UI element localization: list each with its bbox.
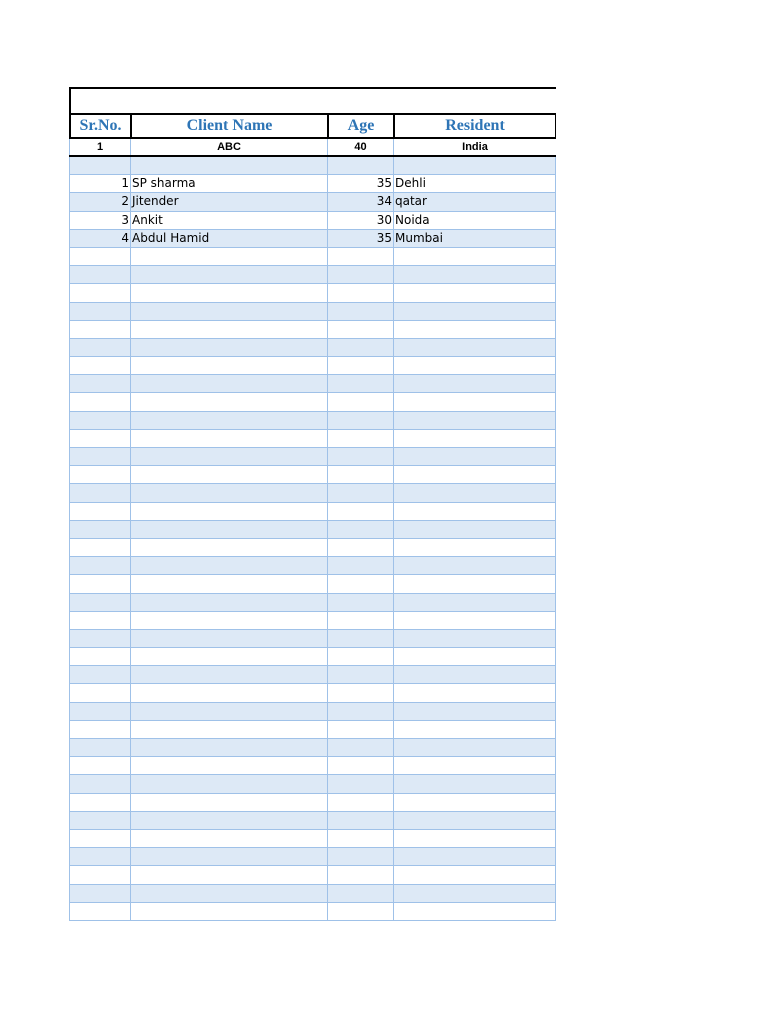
cell-sr-no[interactable] — [69, 412, 130, 430]
table-row — [69, 503, 556, 521]
example-client-name[interactable]: ABC — [130, 139, 327, 155]
cell-client-name[interactable] — [130, 248, 327, 266]
cell-resident[interactable]: Dehli — [393, 175, 556, 193]
example-resident[interactable]: India — [393, 139, 556, 155]
cell-age[interactable] — [327, 575, 393, 593]
cell-sr-no[interactable] — [69, 521, 130, 539]
table-row — [69, 375, 556, 393]
header-resident[interactable]: Resident — [393, 115, 556, 137]
table-row — [69, 903, 556, 921]
cell-resident[interactable] — [393, 539, 556, 557]
cell-resident[interactable] — [393, 357, 556, 375]
cell-age[interactable] — [327, 775, 393, 793]
cell-age[interactable] — [327, 739, 393, 757]
cell-sr-no[interactable] — [69, 430, 130, 448]
cell-sr-no[interactable] — [69, 266, 130, 284]
client-table — [69, 87, 556, 921]
cell-client-name[interactable] — [130, 466, 327, 484]
cell-resident[interactable] — [393, 666, 556, 684]
cell-resident[interactable] — [393, 866, 556, 884]
table-row — [69, 175, 556, 193]
cell-age[interactable] — [327, 321, 393, 339]
cell-resident[interactable] — [393, 303, 556, 321]
table-row — [69, 648, 556, 666]
cell-client-name[interactable]: SP sharma — [130, 175, 327, 193]
cell-age[interactable] — [327, 684, 393, 702]
cell-age[interactable] — [327, 375, 393, 393]
cell-age[interactable] — [327, 866, 393, 884]
cell-age[interactable]: 35 — [327, 230, 393, 248]
cell-resident[interactable] — [393, 739, 556, 757]
cell-sr-no[interactable] — [69, 648, 130, 666]
cell-resident[interactable] — [393, 157, 556, 175]
cell-age[interactable] — [327, 430, 393, 448]
table-row — [69, 612, 556, 630]
cell-age[interactable] — [327, 248, 393, 266]
cell-client-name[interactable] — [130, 430, 327, 448]
table-row — [69, 430, 556, 448]
cell-sr-no[interactable] — [69, 739, 130, 757]
cell-resident[interactable]: qatar — [393, 193, 556, 211]
table-row — [69, 321, 556, 339]
cell-sr-no[interactable]: 1 — [69, 175, 130, 193]
cell-age[interactable] — [327, 903, 393, 921]
cell-resident[interactable] — [393, 393, 556, 411]
table-row — [69, 339, 556, 357]
table-row — [69, 866, 556, 884]
cell-resident[interactable] — [393, 830, 556, 848]
cell-resident[interactable] — [393, 375, 556, 393]
cell-resident[interactable] — [393, 521, 556, 539]
cell-age[interactable] — [327, 357, 393, 375]
cell-client-name[interactable] — [130, 666, 327, 684]
cell-client-name[interactable] — [130, 812, 327, 830]
cell-sr-no[interactable] — [69, 757, 130, 775]
cell-client-name[interactable] — [130, 757, 327, 775]
cell-resident[interactable] — [393, 284, 556, 302]
cell-sr-no[interactable]: 4 — [69, 230, 130, 248]
cell-sr-no[interactable] — [69, 339, 130, 357]
cell-age[interactable] — [327, 412, 393, 430]
cell-client-name[interactable]: Ankit — [130, 212, 327, 230]
table-row — [69, 630, 556, 648]
cell-sr-no[interactable] — [69, 812, 130, 830]
cell-sr-no[interactable] — [69, 830, 130, 848]
table-row — [69, 848, 556, 866]
cell-resident[interactable] — [393, 794, 556, 812]
cell-client-name[interactable] — [130, 266, 327, 284]
table-row — [69, 830, 556, 848]
cell-resident[interactable] — [393, 903, 556, 921]
cell-client-name[interactable] — [130, 866, 327, 884]
cell-client-name[interactable] — [130, 448, 327, 466]
cell-resident[interactable] — [393, 757, 556, 775]
cell-resident[interactable] — [393, 848, 556, 866]
cell-resident[interactable] — [393, 775, 556, 793]
cell-client-name[interactable] — [130, 484, 327, 502]
cell-client-name[interactable] — [130, 157, 327, 175]
table-row — [69, 666, 556, 684]
cell-client-name[interactable]: Jitender — [130, 193, 327, 211]
table-row — [69, 812, 556, 830]
cell-age[interactable] — [327, 557, 393, 575]
cell-resident[interactable] — [393, 466, 556, 484]
cell-age[interactable]: 34 — [327, 193, 393, 211]
cell-sr-no[interactable] — [69, 466, 130, 484]
cell-client-name[interactable] — [130, 594, 327, 612]
cell-client-name[interactable] — [130, 703, 327, 721]
cell-age[interactable] — [327, 612, 393, 630]
cell-sr-no[interactable] — [69, 703, 130, 721]
cell-client-name[interactable] — [130, 284, 327, 302]
cell-age[interactable] — [327, 630, 393, 648]
cell-resident[interactable] — [393, 321, 556, 339]
table-row — [69, 193, 556, 211]
cell-client-name[interactable] — [130, 739, 327, 757]
cell-age[interactable] — [327, 284, 393, 302]
cell-age[interactable] — [327, 466, 393, 484]
table-row — [69, 412, 556, 430]
cell-sr-no[interactable] — [69, 539, 130, 557]
cell-resident[interactable] — [393, 703, 556, 721]
cell-sr-no[interactable] — [69, 557, 130, 575]
cell-sr-no[interactable] — [69, 721, 130, 739]
table-row — [69, 212, 556, 230]
cell-client-name[interactable] — [130, 321, 327, 339]
cell-sr-no[interactable] — [69, 321, 130, 339]
table-row — [69, 357, 556, 375]
cell-sr-no[interactable] — [69, 375, 130, 393]
cell-sr-no[interactable] — [69, 575, 130, 593]
cell-sr-no[interactable] — [69, 484, 130, 502]
header-row — [69, 115, 556, 139]
cell-sr-no[interactable] — [69, 157, 130, 175]
cell-resident[interactable] — [393, 430, 556, 448]
table-row — [69, 575, 556, 593]
cell-age[interactable] — [327, 757, 393, 775]
cell-client-name[interactable] — [130, 393, 327, 411]
cell-sr-no[interactable] — [69, 393, 130, 411]
cell-age[interactable] — [327, 503, 393, 521]
cell-sr-no[interactable] — [69, 903, 130, 921]
cell-sr-no[interactable] — [69, 848, 130, 866]
cell-age[interactable] — [327, 448, 393, 466]
table-row — [69, 684, 556, 702]
cell-sr-no[interactable] — [69, 248, 130, 266]
cell-resident[interactable] — [393, 812, 556, 830]
table-row — [69, 248, 556, 266]
cell-client-name[interactable] — [130, 848, 327, 866]
cell-age[interactable] — [327, 812, 393, 830]
cell-client-name[interactable] — [130, 612, 327, 630]
cell-sr-no[interactable] — [69, 303, 130, 321]
cell-sr-no[interactable] — [69, 866, 130, 884]
cell-age[interactable] — [327, 339, 393, 357]
cell-client-name[interactable] — [130, 721, 327, 739]
table-row — [69, 794, 556, 812]
cell-age[interactable] — [327, 594, 393, 612]
cell-age[interactable] — [327, 539, 393, 557]
cell-resident[interactable] — [393, 721, 556, 739]
table-row — [69, 266, 556, 284]
cell-client-name[interactable]: Abdul Hamid — [130, 230, 327, 248]
cell-resident[interactable] — [393, 684, 556, 702]
table-row — [69, 393, 556, 411]
cell-sr-no[interactable]: 3 — [69, 212, 130, 230]
cell-age[interactable] — [327, 648, 393, 666]
cell-age[interactable]: 35 — [327, 175, 393, 193]
table-row — [69, 594, 556, 612]
cell-resident[interactable] — [393, 885, 556, 903]
cell-client-name[interactable] — [130, 575, 327, 593]
header-client-name[interactable]: Client Name — [130, 115, 327, 137]
cell-age[interactable] — [327, 521, 393, 539]
cell-age[interactable] — [327, 703, 393, 721]
cell-age[interactable] — [327, 885, 393, 903]
cell-client-name[interactable] — [130, 648, 327, 666]
cell-sr-no[interactable] — [69, 503, 130, 521]
table-row — [69, 230, 556, 248]
cell-resident[interactable] — [393, 412, 556, 430]
cell-age[interactable] — [327, 721, 393, 739]
cell-resident[interactable] — [393, 339, 556, 357]
cell-client-name[interactable] — [130, 521, 327, 539]
example-row — [69, 139, 556, 157]
header-sr-no[interactable]: Sr.No. — [69, 115, 130, 137]
cell-resident[interactable]: Mumbai — [393, 230, 556, 248]
cell-client-name[interactable] — [130, 375, 327, 393]
table-row — [69, 521, 556, 539]
cell-resident[interactable]: Noida — [393, 212, 556, 230]
cell-age[interactable] — [327, 848, 393, 866]
cell-age[interactable] — [327, 830, 393, 848]
table-row — [69, 539, 556, 557]
table-row — [69, 557, 556, 575]
cell-client-name[interactable] — [130, 885, 327, 903]
cell-client-name[interactable] — [130, 630, 327, 648]
example-sr-no[interactable]: 1 — [69, 139, 130, 155]
example-age[interactable]: 40 — [327, 139, 393, 155]
cell-sr-no[interactable] — [69, 885, 130, 903]
table-row — [69, 703, 556, 721]
cell-resident[interactable] — [393, 484, 556, 502]
cell-sr-no[interactable] — [69, 684, 130, 702]
table-row — [69, 739, 556, 757]
table-row — [69, 721, 556, 739]
cell-sr-no[interactable] — [69, 630, 130, 648]
cell-age[interactable] — [327, 303, 393, 321]
table-row — [69, 303, 556, 321]
cell-client-name[interactable] — [130, 303, 327, 321]
cell-age[interactable] — [327, 393, 393, 411]
cell-client-name[interactable] — [130, 503, 327, 521]
cell-sr-no[interactable] — [69, 448, 130, 466]
cell-age[interactable] — [327, 794, 393, 812]
table-row — [69, 448, 556, 466]
cell-resident[interactable] — [393, 557, 556, 575]
title-cell[interactable] — [69, 87, 556, 115]
cell-resident[interactable] — [393, 266, 556, 284]
cell-age[interactable] — [327, 484, 393, 502]
cell-client-name[interactable] — [130, 412, 327, 430]
cell-client-name[interactable] — [130, 830, 327, 848]
table-row — [69, 157, 556, 175]
cell-client-name[interactable] — [130, 339, 327, 357]
cell-sr-no[interactable] — [69, 794, 130, 812]
cell-sr-no[interactable] — [69, 666, 130, 684]
cell-age[interactable] — [327, 666, 393, 684]
cell-client-name[interactable] — [130, 794, 327, 812]
data-rows — [69, 157, 556, 921]
cell-resident[interactable] — [393, 648, 556, 666]
cell-age[interactable] — [327, 266, 393, 284]
cell-age[interactable]: 30 — [327, 212, 393, 230]
cell-sr-no[interactable] — [69, 612, 130, 630]
table-row — [69, 466, 556, 484]
cell-resident[interactable] — [393, 448, 556, 466]
cell-client-name[interactable] — [130, 903, 327, 921]
cell-sr-no[interactable] — [69, 594, 130, 612]
table-row — [69, 284, 556, 302]
cell-sr-no[interactable] — [69, 284, 130, 302]
cell-sr-no[interactable] — [69, 775, 130, 793]
table-row — [69, 757, 556, 775]
cell-client-name[interactable] — [130, 775, 327, 793]
cell-age[interactable] — [327, 157, 393, 175]
cell-resident[interactable] — [393, 575, 556, 593]
table-row — [69, 484, 556, 502]
cell-sr-no[interactable] — [69, 357, 130, 375]
header-age[interactable]: Age — [327, 115, 393, 137]
cell-resident[interactable] — [393, 248, 556, 266]
cell-resident[interactable] — [393, 630, 556, 648]
table-row — [69, 775, 556, 793]
cell-client-name[interactable] — [130, 557, 327, 575]
cell-resident[interactable] — [393, 612, 556, 630]
cell-client-name[interactable] — [130, 357, 327, 375]
cell-sr-no[interactable]: 2 — [69, 193, 130, 211]
cell-resident[interactable] — [393, 503, 556, 521]
table-row — [69, 885, 556, 903]
cell-resident[interactable] — [393, 594, 556, 612]
cell-client-name[interactable] — [130, 539, 327, 557]
cell-client-name[interactable] — [130, 684, 327, 702]
